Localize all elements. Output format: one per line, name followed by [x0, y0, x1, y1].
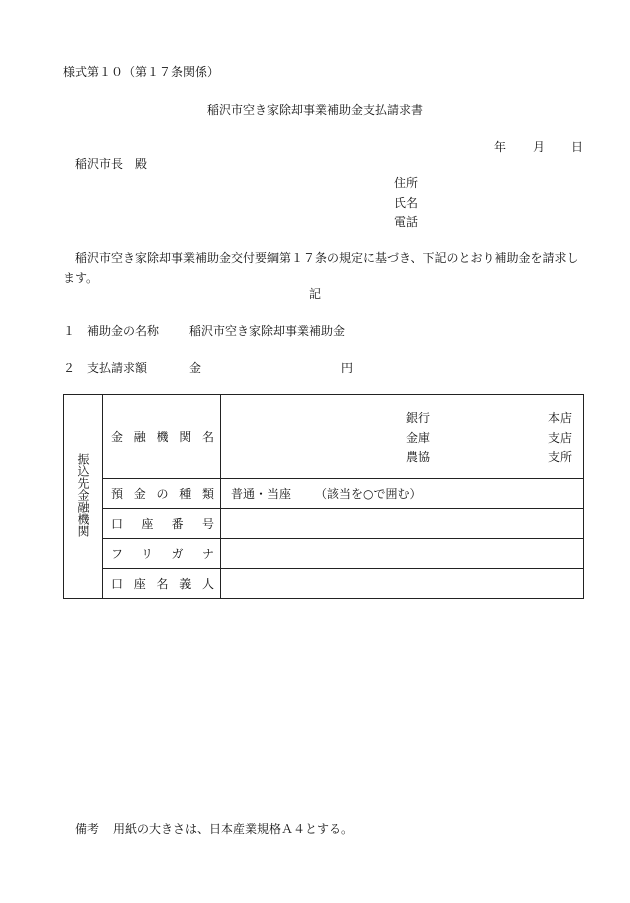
- table-row: [64, 509, 584, 539]
- item-number: １: [63, 324, 76, 338]
- amount-en: 円: [341, 361, 354, 375]
- table-row: [64, 479, 584, 509]
- bank-transfer-table: [63, 394, 584, 599]
- body-text: 稲沢市空き家除却事業補助金交付要綱第１７条の規定に基づき、下記のとおり補助金を請求します。: [63, 251, 579, 285]
- item-subsidy-name: [63, 324, 345, 338]
- remarks-note: [75, 822, 353, 836]
- document-title: 稲沢市空き家除却事業補助金支払請求書: [206, 103, 423, 117]
- furigana-label: フリガナ: [103, 539, 221, 569]
- table-row: [64, 569, 584, 599]
- amount-kin: 金: [189, 361, 202, 375]
- ki-heading: 記: [308, 287, 321, 301]
- form-number: 様式第１０（第１７条関係）: [63, 65, 220, 79]
- bank-type-kinko: 金庫: [406, 431, 431, 445]
- remarks-text: 用紙の大きさは、日本産業規格Ａ４とする。: [113, 822, 354, 836]
- bank-type-ginko: 銀行: [406, 411, 431, 425]
- side-header: 振込先金融機関: [76, 453, 90, 537]
- table-row: [64, 395, 584, 479]
- date-year-label: 年: [494, 140, 507, 154]
- item-payment-amount: [63, 361, 353, 375]
- table-row: [64, 539, 584, 569]
- date-month-label: 月: [533, 140, 546, 154]
- deposit-type-value-cell[interactable]: [221, 479, 584, 509]
- branch-type-shisho: 支所: [548, 450, 573, 464]
- bank-type-nokyo: 農協: [406, 450, 431, 464]
- institution-value-cell[interactable]: [221, 395, 584, 479]
- account-holder-value-cell[interactable]: [221, 569, 584, 599]
- institution-label: 金融機関名: [103, 395, 221, 479]
- addressee: 稲沢市長 殿: [75, 157, 148, 171]
- item-number: ２: [63, 361, 76, 375]
- item-label: 補助金の名称: [87, 324, 160, 338]
- applicant-name-label: 氏名: [394, 196, 419, 210]
- account-number-label: 口座番号: [103, 509, 221, 539]
- deposit-type-options: 普通・当座: [231, 487, 292, 501]
- branch-type-shiten: 支店: [548, 431, 573, 445]
- applicant-address-label: 住所: [394, 176, 419, 190]
- side-header-cell: [64, 395, 103, 599]
- item-value: 稲沢市空き家除却事業補助金: [189, 324, 346, 338]
- remarks-heading: 備考: [75, 822, 100, 836]
- applicant-phone-label: 電話: [394, 215, 419, 229]
- branch-type-honten: 本店: [548, 411, 573, 425]
- account-holder-label: 口座名義人: [103, 569, 221, 599]
- deposit-type-label: 預金の種類: [103, 479, 221, 509]
- account-number-value-cell[interactable]: [221, 509, 584, 539]
- furigana-value-cell[interactable]: [221, 539, 584, 569]
- deposit-type-note: （該当を○で囲む）: [315, 487, 422, 501]
- date-day-label: 日: [571, 140, 584, 154]
- item-label: 支払請求額: [87, 361, 148, 375]
